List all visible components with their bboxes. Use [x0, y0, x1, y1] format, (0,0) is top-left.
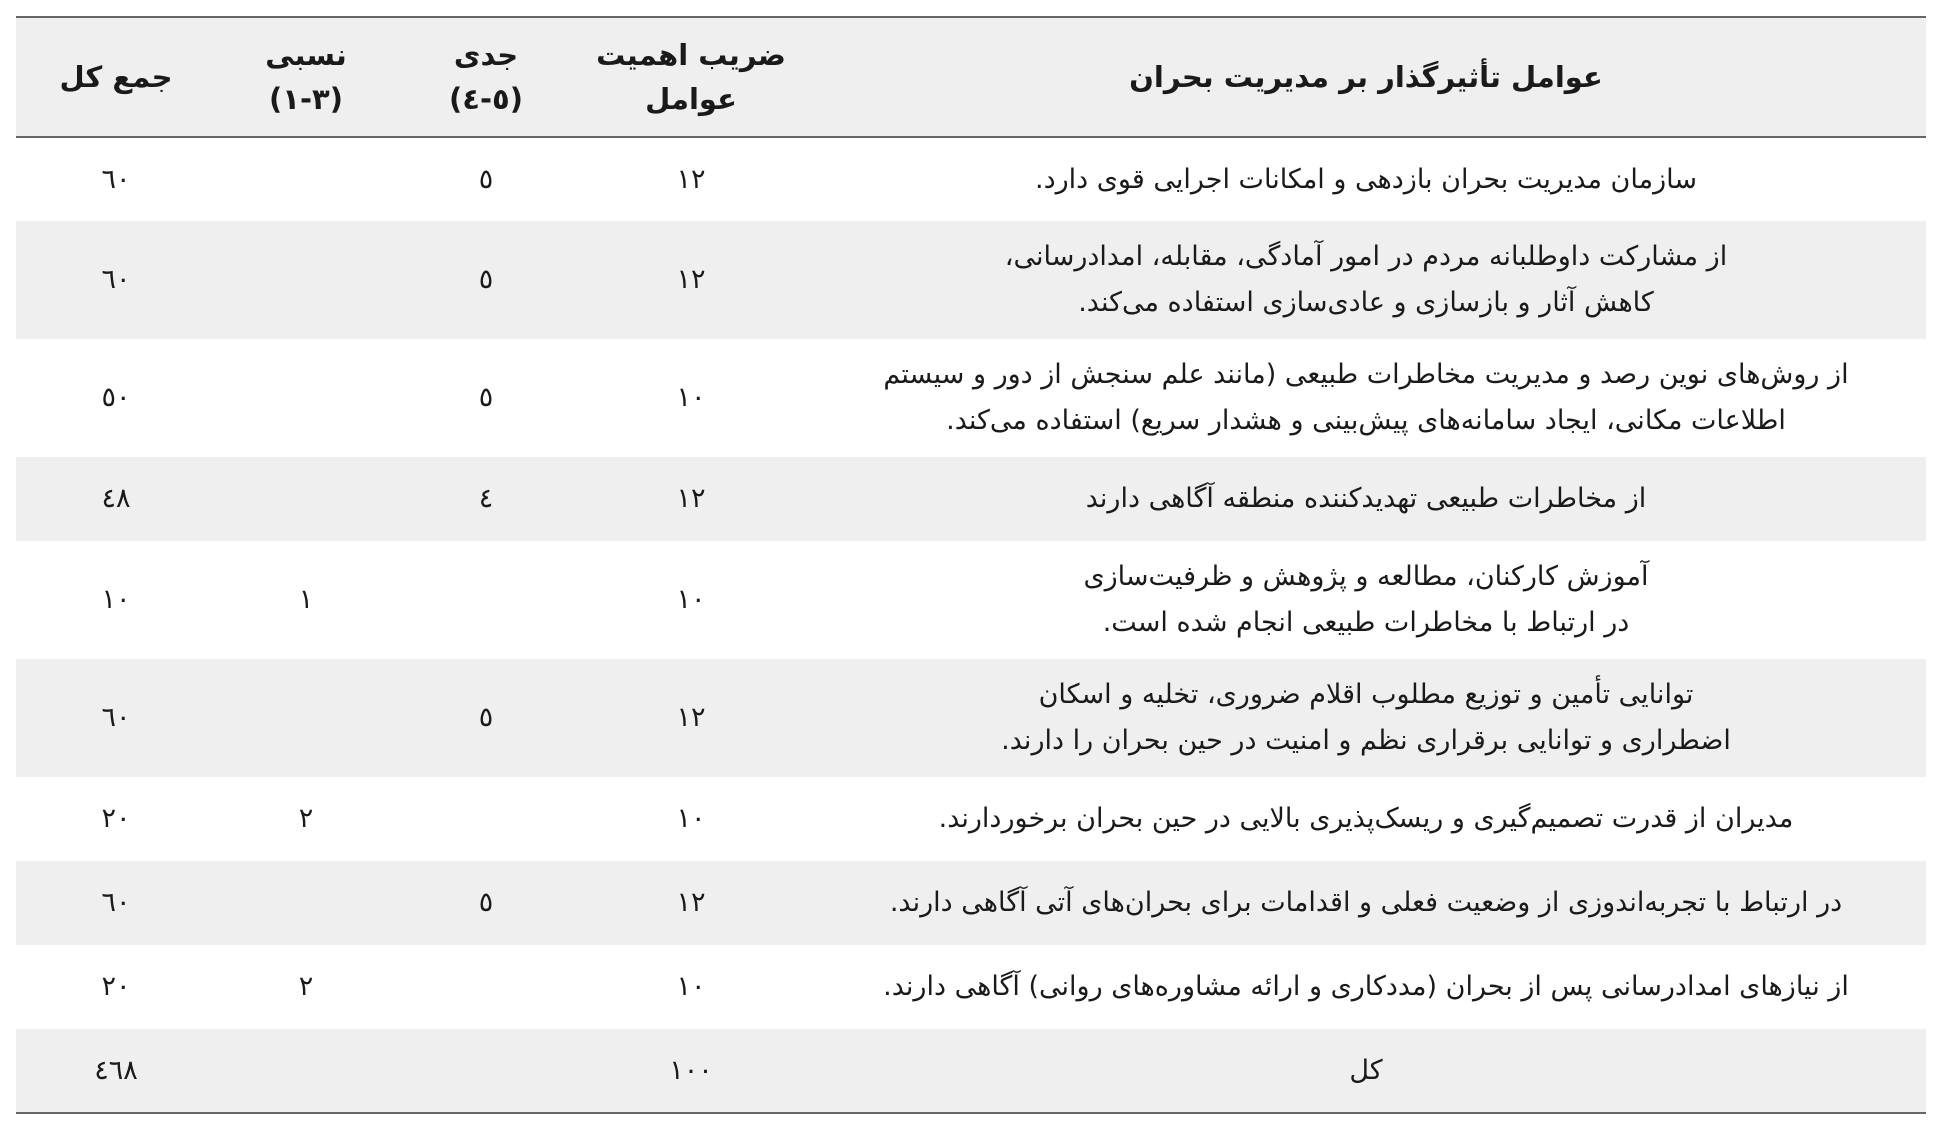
header-serious-line2: (٥-٤) — [449, 82, 523, 116]
table-row — [16, 221, 1926, 339]
table-row — [16, 945, 1926, 1029]
serious-cell: ٥ — [478, 163, 494, 195]
header-factor — [806, 17, 1926, 137]
relative-cell: ١ — [298, 584, 314, 615]
factor-cell — [806, 457, 1926, 541]
coefficient-cell: ١٠ — [676, 382, 706, 413]
total-row — [16, 1029, 1926, 1113]
factor-cell — [806, 945, 1926, 1029]
total-serious-cell — [396, 1029, 576, 1113]
factor-line: از مخاطرات طبیعی تهدیدکننده منطقه آگاهی دارند — [1085, 483, 1647, 514]
factor-line: آموزش کارکنان، مطالعه و پژوهش و ظرفیت‌سازی — [1083, 561, 1649, 592]
total-cell: ٤٨ — [101, 483, 131, 514]
factor-cell — [806, 659, 1926, 777]
coefficient-cell: ١٠ — [676, 971, 706, 1002]
header-relative-line1: نسبی — [265, 38, 347, 72]
header-serious — [396, 17, 576, 137]
header-relative-line2: (٣-١) — [269, 82, 343, 116]
header-coefficient — [576, 17, 806, 137]
factor-line: مدیران از قدرت تصمیم‌گیری و ریسک‌پذیری بالایی در حین بحران برخوردارند. — [938, 803, 1794, 834]
factor-cell — [806, 541, 1926, 659]
crisis-management-table — [16, 16, 1926, 1114]
serious-cell: ٥ — [478, 382, 494, 413]
factor-cell — [806, 221, 1926, 339]
relative-cell — [216, 221, 396, 339]
factor-line: در ارتباط با مخاطرات طبیعی انجام شده است. — [1102, 607, 1630, 638]
factor-line: سازمان مدیریت بحران بازدهی و امکانات اجرایی قوی دارد. — [1035, 163, 1697, 195]
relative-cell — [216, 861, 396, 945]
header-coefficient-line2: عوامل — [645, 82, 737, 116]
factor-line: کاهش آثار و بازسازی و عادی‌سازی استفاده می‌کند. — [1078, 287, 1654, 318]
total-relative-cell — [216, 1029, 396, 1113]
table-row — [16, 861, 1926, 945]
relative-cell — [216, 137, 396, 221]
total-cell: ٦٠ — [101, 702, 131, 733]
table-row — [16, 659, 1926, 777]
factor-line: اطلاعات مکانی، ایجاد سامانه‌های پیش‌بینی و هشدار سریع) استفاده می‌کند. — [946, 405, 1786, 436]
relative-cell — [216, 457, 396, 541]
table-row — [16, 777, 1926, 861]
table-header-row — [16, 17, 1926, 137]
header-total — [16, 17, 216, 137]
factor-cell — [806, 137, 1926, 221]
serious-cell — [396, 541, 576, 659]
factor-line: از روش‌های نوین رصد و مدیریت مخاطرات طبیعی (مانند علم سنجش از دور و سیستم — [883, 359, 1849, 390]
total-cell: ٢٠ — [101, 803, 131, 834]
factor-cell — [806, 861, 1926, 945]
serious-cell: ٥ — [478, 264, 494, 295]
coefficient-cell: ١٢ — [676, 702, 706, 733]
header-factor-label: عوامل تأثیرگذار بر مدیریت بحران — [1129, 60, 1603, 94]
header-serious-line1: جدی — [453, 38, 519, 72]
relative-cell — [216, 659, 396, 777]
coefficient-cell: ١٢ — [676, 163, 706, 195]
table-row — [16, 541, 1926, 659]
header-coefficient-line1: ضریب اهمیت — [596, 38, 786, 72]
total-coefficient-cell: ١٠٠ — [669, 1054, 713, 1086]
header-total-label: جمع کل — [59, 60, 173, 94]
table-row — [16, 339, 1926, 457]
grand-total-cell: ٤٦٨ — [94, 1054, 138, 1086]
coefficient-cell: ١٢ — [676, 264, 706, 295]
table-row — [16, 137, 1926, 221]
total-cell: ١٠ — [101, 584, 131, 615]
relative-cell — [216, 339, 396, 457]
total-label-cell: کل — [1349, 1054, 1383, 1086]
coefficient-cell: ١٠ — [676, 584, 706, 615]
factor-line: توانایی تأمین و توزیع مطلوب اقلام ضروری، تخلیه و اسکان — [1038, 679, 1694, 710]
factor-line: اضطراری و توانایی برقراری نظم و امنیت در حین بحران را دارند. — [1001, 725, 1731, 756]
factor-line: از مشارکت داوطلبانه مردم در امور آمادگی، مقابله، امدادرسانی، — [1004, 241, 1728, 272]
table-container — [16, 16, 1926, 1114]
relative-cell: ٢ — [298, 803, 314, 834]
total-cell: ٦٠ — [101, 264, 131, 295]
relative-cell: ٢ — [298, 971, 314, 1002]
serious-cell: ٤ — [478, 483, 494, 514]
factor-line: در ارتباط با تجربه‌اندوزی از وضعیت فعلی و اقدامات برای بحران‌های آتی آگاهی دارند. — [889, 887, 1843, 918]
serious-cell — [396, 945, 576, 1029]
total-cell: ٢٠ — [101, 971, 131, 1002]
factor-cell — [806, 339, 1926, 457]
total-cell: ٦٠ — [101, 887, 131, 918]
serious-cell — [396, 777, 576, 861]
header-relative — [216, 17, 396, 137]
total-cell: ٦٠ — [101, 163, 131, 195]
factor-line: از نیازهای امدادرسانی پس از بحران (مددکاری و ارائه مشاوره‌های روانی) آگاهی دارند. — [883, 971, 1849, 1002]
serious-cell: ٥ — [478, 702, 494, 733]
table-row — [16, 457, 1926, 541]
coefficient-cell: ١٢ — [676, 483, 706, 514]
coefficient-cell: ١٠ — [676, 803, 706, 834]
factor-cell — [806, 777, 1926, 861]
serious-cell: ٥ — [478, 887, 494, 918]
coefficient-cell: ١٢ — [676, 887, 706, 918]
total-cell: ٥٠ — [101, 382, 131, 413]
